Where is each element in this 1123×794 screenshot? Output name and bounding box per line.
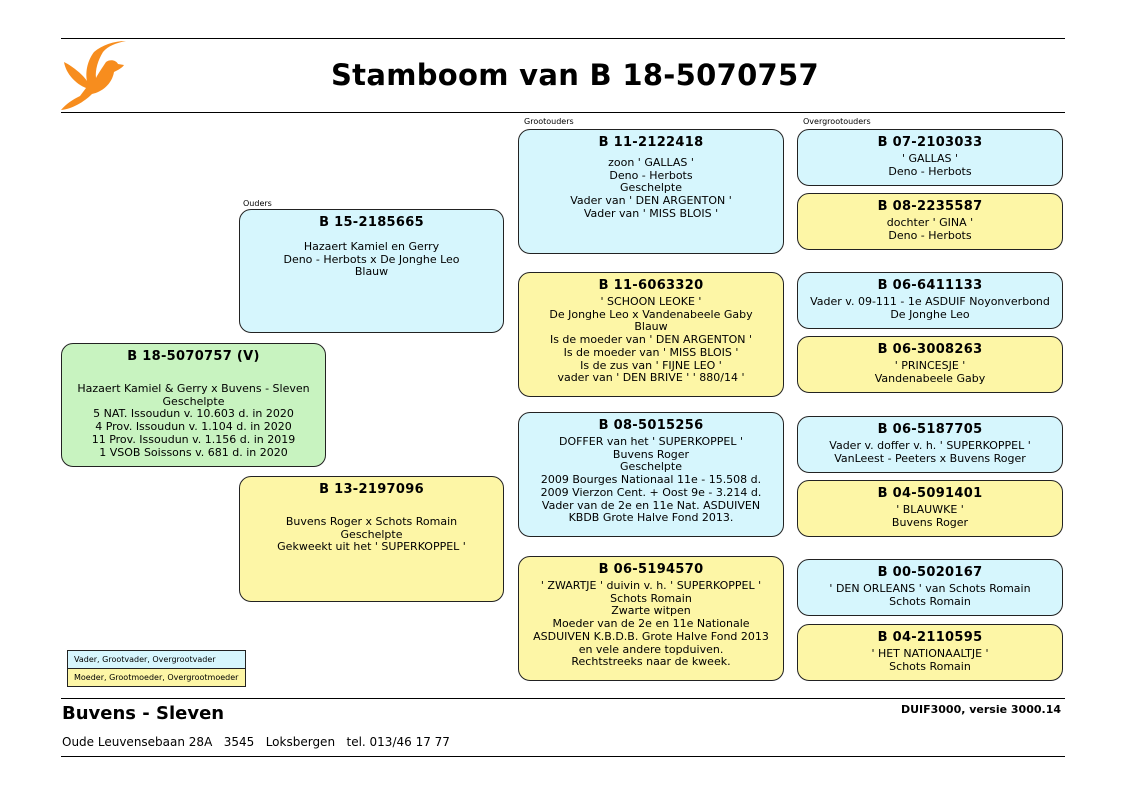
card-text: Vader van de 2e en 11e Nat. ASDUIVEN: [541, 498, 761, 512]
header-rule: [61, 112, 1065, 113]
ring-number: B 06-6411133: [877, 278, 983, 293]
dove-logo-icon: [58, 40, 128, 112]
color-legend: [67, 650, 246, 687]
ring-number: B 18-5070757 (V): [127, 349, 260, 364]
bottom-rule: [61, 756, 1065, 757]
card-text: DOFFER van het ' SUPERKOPPEL ': [558, 435, 744, 448]
legend-female: Moeder, Grootmoeder, Overgrootmoeder: [68, 669, 245, 686]
card-text: Schots Romain: [610, 591, 692, 605]
card-text: Is de moeder van ' DEN ARGENTON ': [549, 333, 753, 347]
great-grandparent-card[interactable]: [797, 416, 1063, 473]
owner-address: Oude Leuvensebaan 28A 3545 Loksbergen tel. 013/46 17 77: [62, 735, 450, 749]
father-card[interactable]: [239, 209, 504, 333]
great-grandparent-card[interactable]: [797, 272, 1063, 329]
ring-number: B 06-5194570: [598, 562, 704, 577]
grandmother-maternal-card[interactable]: [518, 556, 784, 681]
card-text: ' PRINCESJE ': [894, 359, 966, 372]
card-text: VanLeest - Peeters x Buvens Roger: [834, 451, 1026, 465]
legend-male: Vader, Grootvader, Overgrootvader: [68, 651, 245, 669]
label-grootouders: Grootouders: [524, 117, 574, 126]
owner-name: Buvens - Sleven: [62, 703, 225, 724]
ring-number: B 07-2103033: [877, 135, 983, 150]
page-title: Stamboom van B 18-5070757: [330, 58, 819, 92]
ring-number: B 11-2122418: [598, 135, 704, 150]
card-text: Moeder van de 2e en 11e Nationale: [552, 617, 750, 631]
card-text: De Jonghe Leo x Vandenabeele Gaby: [549, 307, 753, 321]
great-grandparent-card[interactable]: [797, 624, 1063, 681]
card-text: 1 VSOB Soissons v. 681 d. in 2020: [99, 445, 288, 459]
card-text: Schots Romain: [889, 594, 971, 608]
card-text: Is de zus van ' FIJNE LEO ': [580, 358, 722, 372]
label-ouders: Ouders: [243, 199, 272, 208]
card-text: Geschelpte: [340, 527, 403, 541]
card-text: Geschelpte: [162, 394, 225, 408]
card-text: ' SCHOON LEOKE ': [600, 295, 702, 308]
card-text: Vader v. doffer v. h. ' SUPERKOPPEL ': [829, 439, 1031, 452]
card-text: 2009 Bourges Nationaal 11e - 15.508 d.: [540, 473, 762, 487]
subject-card[interactable]: [61, 343, 326, 467]
card-text: Vader van ' MISS BLOIS ': [583, 206, 719, 220]
card-text: Geschelpte: [620, 181, 682, 195]
ring-number: B 04-2110595: [877, 630, 983, 645]
great-grandparent-card[interactable]: [797, 480, 1063, 537]
card-text: Vader v. 09-111 - 1e ASDUIF Noyonverbond: [810, 295, 1050, 308]
ring-number: B 08-2235587: [877, 199, 983, 214]
card-text: Gekweekt uit het ' SUPERKOPPEL ': [277, 540, 466, 554]
mother-card[interactable]: [239, 476, 504, 602]
grandmother-paternal-card[interactable]: [518, 272, 784, 397]
card-text: Blauw: [354, 265, 389, 279]
ring-number: B 13-2197096: [319, 482, 424, 497]
card-text: Buvens Roger x Schots Romain: [285, 515, 458, 528]
card-text: zoon ' GALLAS ': [608, 156, 694, 169]
card-text: dochter ' GINA ': [886, 216, 974, 229]
great-grandparent-card[interactable]: [797, 559, 1063, 616]
ring-number: B 04-5091401: [877, 486, 983, 501]
card-text: 5 NAT. Issoudun v. 10.603 d. in 2020: [93, 407, 294, 421]
ring-number: B 06-3008263: [877, 342, 983, 357]
card-text: De Jonghe Leo: [890, 307, 970, 321]
card-text: ' DEN ORLEANS ' van Schots Romain: [829, 582, 1031, 595]
card-text: Buvens Roger: [891, 515, 969, 529]
card-text: Deno - Herbots: [888, 228, 972, 242]
card-text: ' BLAUWKE ': [896, 503, 964, 516]
card-text: Schots Romain: [889, 659, 971, 673]
card-text: 2009 Vierzon Cent. + Oost 9e - 3.214 d.: [540, 485, 762, 499]
card-text: vader van ' DEN BRIVE ' ' 880/14 ': [557, 371, 745, 385]
card-text: 11 Prov. Issoudun v. 1.156 d. in 2019: [91, 432, 296, 446]
card-text: Hazaert Kamiel en Gerry: [303, 240, 440, 253]
card-text: 4 Prov. Issoudun v. 1.104 d. in 2020: [95, 420, 292, 434]
card-text: Deno - Herbots: [888, 164, 972, 178]
card-text: KBDB Grote Halve Fond 2013.: [568, 511, 734, 525]
card-text: Vandenabeele Gaby: [874, 371, 986, 385]
card-text: Deno - Herbots x De Jonghe Leo: [283, 252, 460, 266]
card-text: Is de moeder van ' MISS BLOIS ': [563, 345, 739, 359]
card-text: Rechtstreeks naar de kweek.: [571, 655, 731, 669]
card-text: ' HET NATIONAALTJE ': [871, 647, 989, 660]
great-grandparent-card[interactable]: [797, 336, 1063, 393]
card-text: Zwarte witpen: [611, 604, 691, 618]
card-text: Buvens Roger: [612, 447, 690, 461]
ring-number: B 08-5015256: [598, 418, 704, 433]
top-rule: [61, 38, 1065, 39]
label-overgrootouders: Overgrootouders: [803, 117, 871, 126]
grandfather-maternal-card[interactable]: [518, 412, 784, 537]
great-grandparent-card[interactable]: [797, 129, 1063, 186]
card-text: Blauw: [634, 320, 668, 334]
ring-number: B 06-5187705: [877, 422, 983, 437]
card-text: Hazaert Kamiel & Gerry x Buvens - Sleven: [77, 382, 310, 395]
great-grandparent-card[interactable]: [797, 193, 1063, 250]
card-text: Deno - Herbots: [609, 168, 693, 182]
ring-number: B 00-5020167: [877, 565, 983, 580]
software-version: DUIF3000, versie 3000.14: [900, 703, 1061, 716]
card-text: Geschelpte: [620, 460, 682, 474]
ring-number: B 15-2185665: [319, 215, 424, 230]
grandfather-paternal-card[interactable]: [518, 129, 784, 254]
footer-top-rule: [61, 698, 1065, 699]
card-text: en vele andere topduiven.: [578, 642, 724, 656]
card-text: Vader van ' DEN ARGENTON ': [570, 194, 732, 208]
ring-number: B 11-6063320: [598, 278, 704, 293]
card-text: ' GALLAS ': [901, 152, 959, 165]
card-text: ' ZWARTJE ' duivin v. h. ' SUPERKOPPEL ': [540, 579, 762, 592]
card-text: ASDUIVEN K.B.D.B. Grote Halve Fond 2013: [533, 629, 769, 643]
